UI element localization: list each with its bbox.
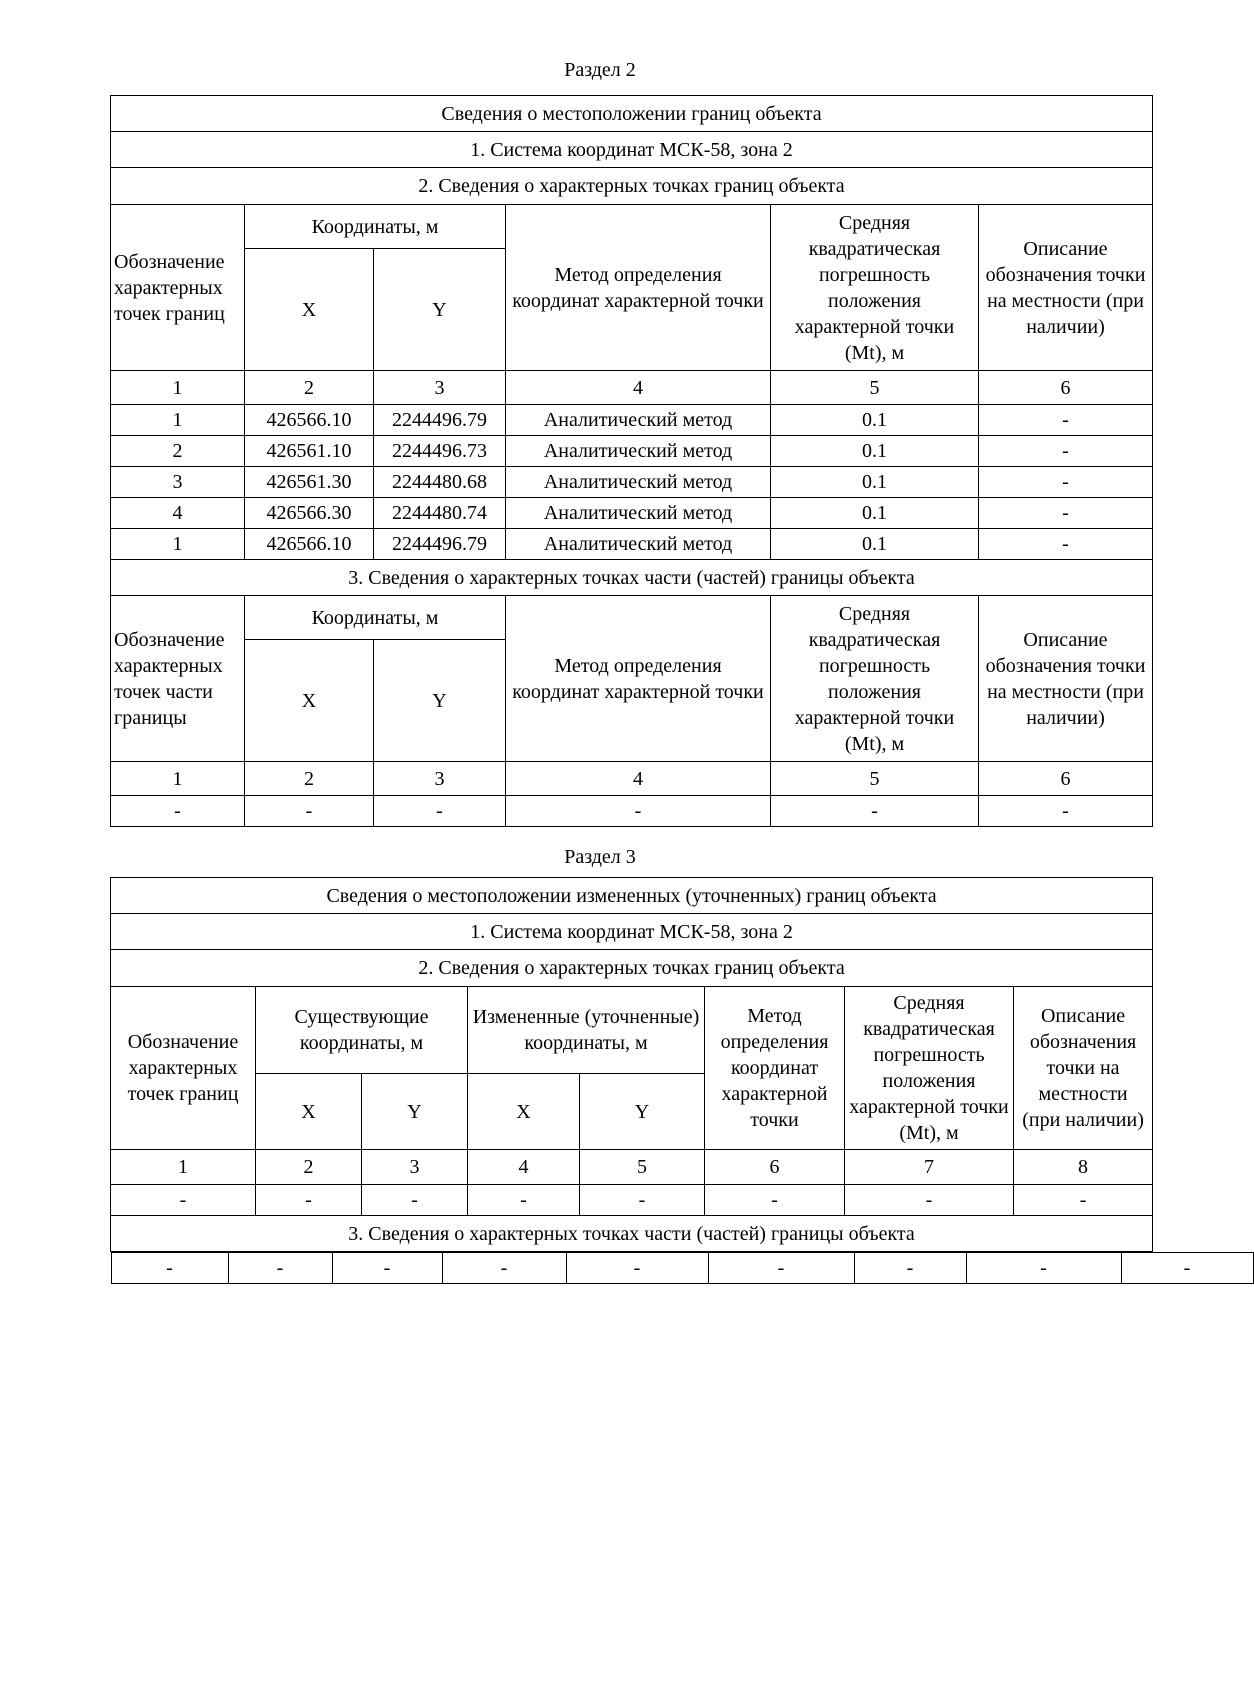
table-cell: - [708, 1253, 854, 1284]
table-row [111, 498, 1153, 529]
column-numbers-row [111, 371, 1153, 405]
header-changed-coords: Измененные (уточненные) координаты, м [468, 987, 705, 1074]
cell-description: - [979, 405, 1153, 436]
section-2-table [110, 95, 1153, 827]
header-y: Y [374, 249, 506, 371]
header-description: Описание обозначения точки на местности (при наличии) [979, 205, 1153, 371]
coord-system-row [111, 132, 1153, 168]
header-method: Метод определения координат характерной точки [705, 987, 845, 1150]
table-row [111, 467, 1153, 498]
cell-y: 2244480.74 [374, 498, 506, 529]
table-cell: - [705, 1185, 845, 1216]
col-number: 2 [245, 371, 374, 405]
parts-heading-row [111, 560, 1153, 596]
cell-x: 426566.10 [245, 529, 374, 560]
table-cell: - [332, 1253, 442, 1284]
col-number: 6 [979, 762, 1153, 796]
table-cell: - [979, 796, 1153, 827]
table-cell: - [111, 1185, 256, 1216]
section-2-heading: Сведения о местоположении границ объекта [111, 96, 1153, 132]
table-row [111, 796, 1153, 827]
table-row [111, 1252, 1153, 1285]
col-number: 6 [705, 1150, 845, 1185]
table-cell: - [245, 796, 374, 827]
table-cell: - [442, 1253, 566, 1284]
table-cell: - [506, 796, 771, 827]
section-3-title: Раздел 3 [564, 846, 636, 868]
cell-description: - [979, 467, 1153, 498]
col-number: 4 [468, 1150, 580, 1185]
table-cell: - [1014, 1185, 1153, 1216]
header-coords: Координаты, м [245, 205, 506, 249]
table-row [111, 436, 1153, 467]
cell-x: 426566.30 [245, 498, 374, 529]
header-x: X [245, 249, 374, 371]
table-cell: - [468, 1185, 580, 1216]
header-designation: Обозначение характерных точек границ [111, 987, 256, 1150]
col-number: 1 [111, 371, 245, 405]
table-cell: - [111, 1253, 228, 1284]
parts-header-x: X [245, 640, 374, 762]
points-heading-row [111, 950, 1153, 987]
parts-row-table [111, 1252, 1254, 1284]
coord-system-row [111, 914, 1153, 950]
cell-error: 0.1 [771, 529, 979, 560]
table-cell: - [228, 1253, 332, 1284]
parts-header-error: Средняя квадратическая погрешность положения характерной точки (Mt), м [771, 596, 979, 762]
cell-error: 0.1 [771, 405, 979, 436]
heading-row [111, 96, 1153, 132]
parts-header-method: Метод определения координат характерной точки [506, 596, 771, 762]
col-number: 1 [111, 762, 245, 796]
parts-row-container [111, 1252, 1191, 1285]
parts-header-coords: Координаты, м [245, 596, 506, 640]
cell-method: Аналитический метод [506, 467, 771, 498]
header-y-changed: Y [580, 1074, 705, 1150]
header-error: Средняя квадратическая погрешность положения характерной точки (Mt), м [771, 205, 979, 371]
cell-method: Аналитический метод [506, 405, 771, 436]
cell-method: Аналитический метод [506, 529, 771, 560]
header-row-1 [111, 987, 1153, 1074]
col-number: 5 [771, 762, 979, 796]
cell-y: 2244496.79 [374, 405, 506, 436]
cell-point: 3 [111, 467, 245, 498]
col-number: 7 [845, 1150, 1014, 1185]
cell-x: 426561.30 [245, 467, 374, 498]
cell-y: 2244496.73 [374, 436, 506, 467]
table-cell: - [566, 1253, 708, 1284]
points-heading: 2. Сведения о характерных точках границ объекта [111, 950, 1153, 987]
header-error: Средняя квадратическая погрешность положения характерной точки (Mt), м [845, 987, 1014, 1150]
header-x-changed: X [468, 1074, 580, 1150]
col-number: 4 [506, 762, 771, 796]
cell-point: 4 [111, 498, 245, 529]
col-number: 5 [771, 371, 979, 405]
col-number: 4 [506, 371, 771, 405]
col-number: 3 [374, 371, 506, 405]
parts-header-description: Описание обозначения точки на местности (при наличии) [979, 596, 1153, 762]
table-cell: - [966, 1253, 1121, 1284]
cell-error: 0.1 [771, 498, 979, 529]
table-cell: - [111, 796, 245, 827]
points-heading: 2. Сведения о характерных точках границ объекта [111, 168, 1153, 205]
cell-point: 2 [111, 436, 245, 467]
cell-description: - [979, 529, 1153, 560]
heading-row [111, 878, 1153, 914]
header-row-1 [111, 205, 1153, 249]
table-row [111, 529, 1153, 560]
cell-point: 1 [111, 405, 245, 436]
parts-heading-row [111, 1216, 1153, 1252]
section-3-table [110, 877, 1191, 1284]
header-description: Описание обозначения точки на местности (при наличии) [1014, 987, 1153, 1150]
cell-x: 426561.10 [245, 436, 374, 467]
col-number: 2 [256, 1150, 362, 1185]
table-cell: - [771, 796, 979, 827]
header-designation: Обозначение характерных точек границ [111, 205, 245, 371]
table-cell: - [1121, 1253, 1253, 1284]
header-y-existing: Y [362, 1074, 468, 1150]
points-heading-row [111, 168, 1153, 205]
parts-header-y: Y [374, 640, 506, 762]
cell-error: 0.1 [771, 436, 979, 467]
col-number: 3 [362, 1150, 468, 1185]
cell-x: 426566.10 [245, 405, 374, 436]
col-number: 6 [979, 371, 1153, 405]
parts-header-row-1 [111, 596, 1153, 640]
header-x-existing: X [256, 1074, 362, 1150]
cell-error: 0.1 [771, 467, 979, 498]
col-number: 5 [580, 1150, 705, 1185]
table-cell: - [362, 1185, 468, 1216]
parts-header-designation: Обозначение характерных точек части границы [111, 596, 245, 762]
table-cell: - [845, 1185, 1014, 1216]
header-existing-coords: Существующие координаты, м [256, 987, 468, 1074]
table-cell: - [256, 1185, 362, 1216]
table-row [111, 405, 1153, 436]
table-cell: - [854, 1253, 966, 1284]
section-3-heading: Сведения о местоположении измененных (уточненных) границ объекта [111, 878, 1153, 914]
table-cell: - [580, 1185, 705, 1216]
cell-method: Аналитический метод [506, 498, 771, 529]
coord-system-label: 1. Система координат МСК-58, зона 2 [111, 132, 1153, 168]
table-row [111, 1185, 1153, 1216]
parts-heading: 3. Сведения о характерных точках части (частей) границы объекта [111, 560, 1153, 596]
cell-y: 2244496.79 [374, 529, 506, 560]
section-2-title: Раздел 2 [564, 59, 636, 81]
cell-description: - [979, 436, 1153, 467]
cell-y: 2244480.68 [374, 467, 506, 498]
cell-method: Аналитический метод [506, 436, 771, 467]
parts-heading: 3. Сведения о характерных точках части (частей) границы объекта [111, 1216, 1153, 1252]
cell-point: 1 [111, 529, 245, 560]
coord-system-label: 1. Система координат МСК-58, зона 2 [111, 914, 1153, 950]
table-cell: - [374, 796, 506, 827]
cell-description: - [979, 498, 1153, 529]
col-number: 8 [1014, 1150, 1153, 1185]
parts-column-numbers-row [111, 762, 1153, 796]
col-number: 3 [374, 762, 506, 796]
col-number: 2 [245, 762, 374, 796]
header-method: Метод определения координат характерной точки [506, 205, 771, 371]
column-numbers-row [111, 1150, 1153, 1185]
col-number: 1 [111, 1150, 256, 1185]
